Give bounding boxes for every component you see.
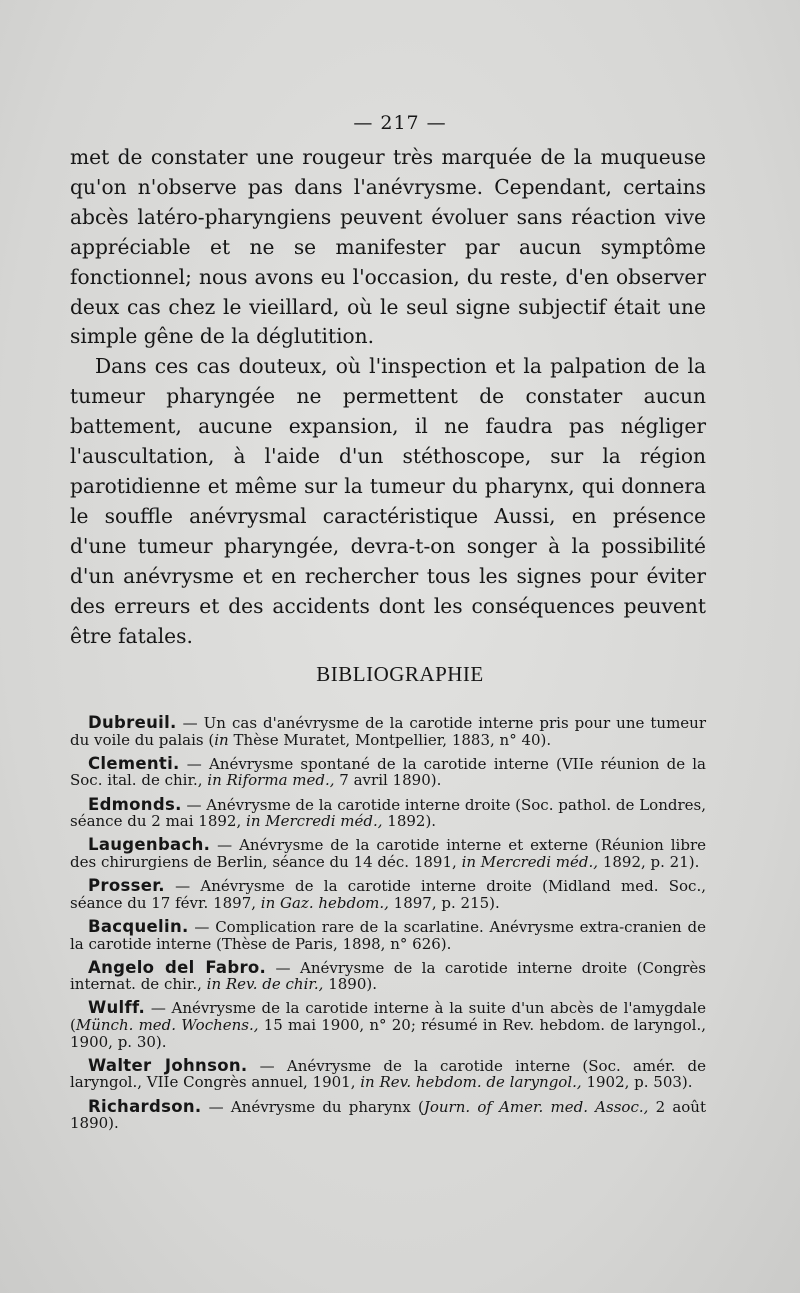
bibliography-entry (70, 1096, 706, 1133)
bib-author: Clementi. (88, 753, 180, 773)
bib-author: Bacquelin. (88, 916, 189, 936)
bib-author: Wulff. (88, 998, 146, 1018)
bibliography-entry (70, 878, 706, 911)
bibliography-entry (70, 957, 706, 994)
bibliography-entry (70, 753, 706, 790)
bib-description: — Anévrysme du pharynx (Journ. of Amer. med. Assoc., 2 août 1890). (70, 1097, 706, 1133)
bib-author: Prosser. (88, 876, 165, 896)
page-number: — 217 — (353, 112, 447, 134)
bibliography-entry (70, 1055, 706, 1092)
bib-description: — Anévrysme spontané de la carotide interne (VIIe réunion de la Soc. ital. de chir., in Riforma med., 7 avril 1890). (70, 754, 706, 790)
bib-author: Walter Johnson. (88, 1055, 248, 1075)
paragraph: Dans ces cas douteux, où l'inspection et la palpation de la tumeur pharyngée ne permettent de constater aucun battement, aucune expansion, il ne faudra pas négliger l'auscultation, à l'aide d'un stéthoscope, sur la région parotidienne et même sur la tumeur du pharynx, qui donnera le souffle anévrysmal caractéristique Aussi, en présence d'une tumeur pharyngée, devra-t-on songer à la possibilité d'un anévrysme et en rechercher tous les signes pour éviter des erreurs et des accidents dont les conséquences peuvent être fatales. (70, 354, 706, 648)
bib-description: — Un cas d'anévrysme de la carotide interne pris pour une tumeur du voile du palais (in Thèse Muratet, Montpellier, 1883, n° 40). (70, 714, 706, 749)
bibliography-title: BIBLIOGRAPHIE (316, 662, 484, 686)
body-text (70, 143, 706, 651)
bib-description: — Anévrysme de la carotide interne à la suite d'un abcès de l'amygdale (Münch. med. Wochens., 15 mai 1900, n° 20; résumé in Rev. hebdom. de laryngol., 1900, p. 30). (70, 999, 706, 1051)
bib-author: Richardson. (88, 1096, 202, 1116)
bibliography-entry (70, 916, 706, 953)
paragraph: met de constater une rougeur très marquée de la muqueuse qu'on n'observe pas dans l'anévrysme. Cependant, certains abcès latéro-pharyngiens peuvent évoluer sans réaction vive appréciable et ne se manifester par aucun symptôme fonctionnel; nous avons eu l'occasion, du reste, d'en observer deux cas chez le vieillard, où le seul signe subjectif était une simple gêne de la déglutition. (70, 145, 706, 349)
bib-description: — Anévrysme de la carotide interne droite (Congrès internat. de chir., in Rev. de chir., 1890). (70, 958, 706, 994)
bib-author: Angelo del Fabro. (88, 957, 267, 977)
bibliography-entry (70, 794, 706, 831)
bib-author: Dubreuil. (88, 713, 177, 732)
bib-author: Edmonds. (88, 794, 182, 814)
bib-author: Laugenbach. (88, 835, 211, 855)
bibliography-entry (70, 837, 706, 870)
bib-description: — Anévrysme de la carotide interne et externe (Réunion libre des chirurgiens de Berlin, séance du 14 déc. 1891, in Mercredi méd., 1892, p. 21). (70, 836, 706, 871)
bib-description: — Anévrysme de la carotide interne (Soc. amér. de laryngol., VIIe Congrès annuel, 1901, in Rev. hebdom. de laryngol., 1902, p. 503). (70, 1056, 706, 1092)
bib-description: — Complication rare de la scarlatine. Anévrysme extra-cranien de la carotide interne (Thèse de Paris, 1898, n° 626). (70, 917, 706, 953)
bib-description: — Anévrysme de la carotide interne droite (Soc. pathol. de Londres, séance du 2 mai 1892, in Mercredi méd., 1892). (70, 795, 706, 831)
bibliography-entry (70, 715, 706, 748)
bibliography-entry (70, 1000, 706, 1050)
bibliography-list (70, 715, 706, 1139)
bib-description: — Anévrysme de la carotide interne droite (Midland med. Soc., séance du 17 févr. 1897, in Gaz. hebdom., 1897, p. 215). (70, 877, 706, 912)
